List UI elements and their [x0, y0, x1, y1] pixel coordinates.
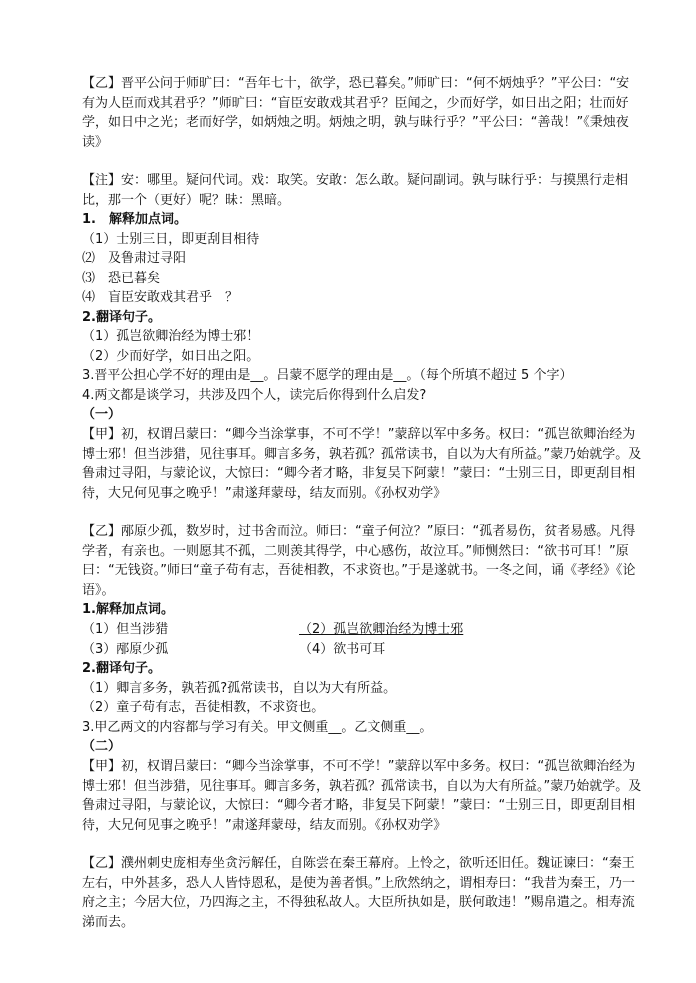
section-heading-1: （一）: [82, 407, 122, 422]
s2-q1-item-3: （3）邴原少孤: [82, 642, 169, 657]
annotation-note: 【注】安：哪里。疑问代词。戏：取笑。安敢：怎么敢。疑问副词。孰与昧行乎：与摸黑行走相比，那一个（更好）呢？昧：黑暗。: [82, 173, 629, 208]
s1-q1-title: 1. 解释加点词。: [82, 212, 187, 227]
s1-q1-item-2: ⑵ 及鲁肃过寻阳: [82, 251, 187, 266]
passage-yi-1: 【乙】晋平公问于师旷曰：“吾年七十，欲学，恐已暮矣。”师旷曰：“何不炳烛乎？”平公曰：“安有为人臣而戏其君乎？”师旷曰：“盲臣安敢戏其君乎？臣闻之，少而好学，如日出之阳；壮而好学，如日中之光；老而好学，如炳烛之明。炳烛之明，孰与昧行乎？”平公曰：“善哉！”《秉烛夜读》: [82, 76, 630, 150]
s2-q1-item-1: （1）但当涉猎: [82, 622, 169, 637]
s2-q3: 3.甲乙两文的内容都与学习有关。甲文侧重__。乙文侧重__。: [82, 720, 433, 735]
section-heading-2: （二）: [82, 739, 122, 754]
s1-q3: 3.晋平公担心学不好的理由是__。吕蒙不愿学的理由是__。（每个所填不超过 5 个字）: [82, 368, 573, 383]
s2-q2-item-2: （2）童子苟有志，吾徒相教，不求资也。: [82, 700, 325, 715]
passage-jia-3: 【甲】初，权谓吕蒙曰：“卿今当涂掌事，不可不学！”蒙辞以军中多务。权曰：“孤岂欲卿治经为博士邪！但当涉猎，见往事耳。卿言多务，孰若孤？孤常读书，自以为大有所益。”蒙乃始就学。及鲁肃过寻阳，与蒙论议，大惊曰：“卿今者才略，非复吴下阿蒙！”蒙曰：“士别三日，即更刮目相待，大兄何见事之晚乎！”肃遂拜蒙母，结友而别。《孙权劝学》: [82, 759, 642, 833]
passage-yi-3: 【乙】濮州刺史庞相寿坐贪污解任，自陈尝在秦王幕府。上怜之，欲听还旧任。魏证谏曰：“秦王左右，中外甚多，恐人人皆恃恩私，是使为善者惧。”上欣然纳之，谓相寿曰：“我昔为秦王，乃一府之主；今居大位，乃四海之主，不得独私故人。大臣所执如是，朕何敢违！”赐帛遣之。相寿流涕而去。: [82, 856, 635, 930]
s1-q1-item-4: ⑷ 盲臣安敢戏其君乎 ？: [82, 290, 239, 305]
s1-q2-title: 2.翻译句子。: [82, 310, 161, 325]
s2-q1-item-4: （4）欲书可耳: [299, 642, 386, 657]
s2-q1-title: 1.解释加点词。: [82, 602, 174, 617]
s2-q2-title: 2.翻译句子。: [82, 661, 161, 676]
s1-q2-item-1: （1）孤岂欲卿治经为博士邪！: [82, 329, 260, 344]
s1-q4: 4.两文都是谈学习，共涉及四个人，读完后你得到什么启发?: [82, 388, 427, 403]
s1-q2-item-2: （2）少而好学，如日出之阳。: [82, 349, 260, 364]
s2-q2-item-1: （1）卿言多务，孰若孤?孤常读书，自以为大有所益。: [82, 681, 397, 696]
passage-yi-2: 【乙】邴原少孤，数岁时，过书舍而泣。师曰：“童子何泣？”原曰：“孤者易伤，贫者易感。凡得学者，有亲也。一则愿其不孤，二则羡其得学，中心感伤，故泣耳。”师恻然曰：“欲书可耳！”原曰：“无钱资。”师曰“童子苟有志，吾徒相教，不求资也。”于是遂就书。一冬之间，诵《孝经》《论语》。: [82, 524, 636, 598]
passage-jia-2: 【甲】初，权谓吕蒙曰：“卿今当涂掌事，不可不学！”蒙辞以军中多务。权曰：“孤岂欲卿治经为博士邪！但当涉猎，见往事耳。卿言多务，孰若孤？孤常读书，自以为大有所益。”蒙乃始就学。及鲁肃过寻阳，与蒙论议，大惊曰：“卿今者才略，非复吴下阿蒙！”蒙曰：“士别三日，即更刮目相待，大兄何见事之晚乎！”肃遂拜蒙母，结友而别。《孙权劝学》: [82, 427, 642, 501]
s1-q1-item-1: （1）士别三日，即更刮目相待: [82, 232, 260, 247]
s1-q1-item-3: ⑶ 恐已暮矣: [82, 271, 161, 286]
s2-q1-item-2: （2）孤岂欲卿治经为博士邪: [299, 622, 464, 637]
